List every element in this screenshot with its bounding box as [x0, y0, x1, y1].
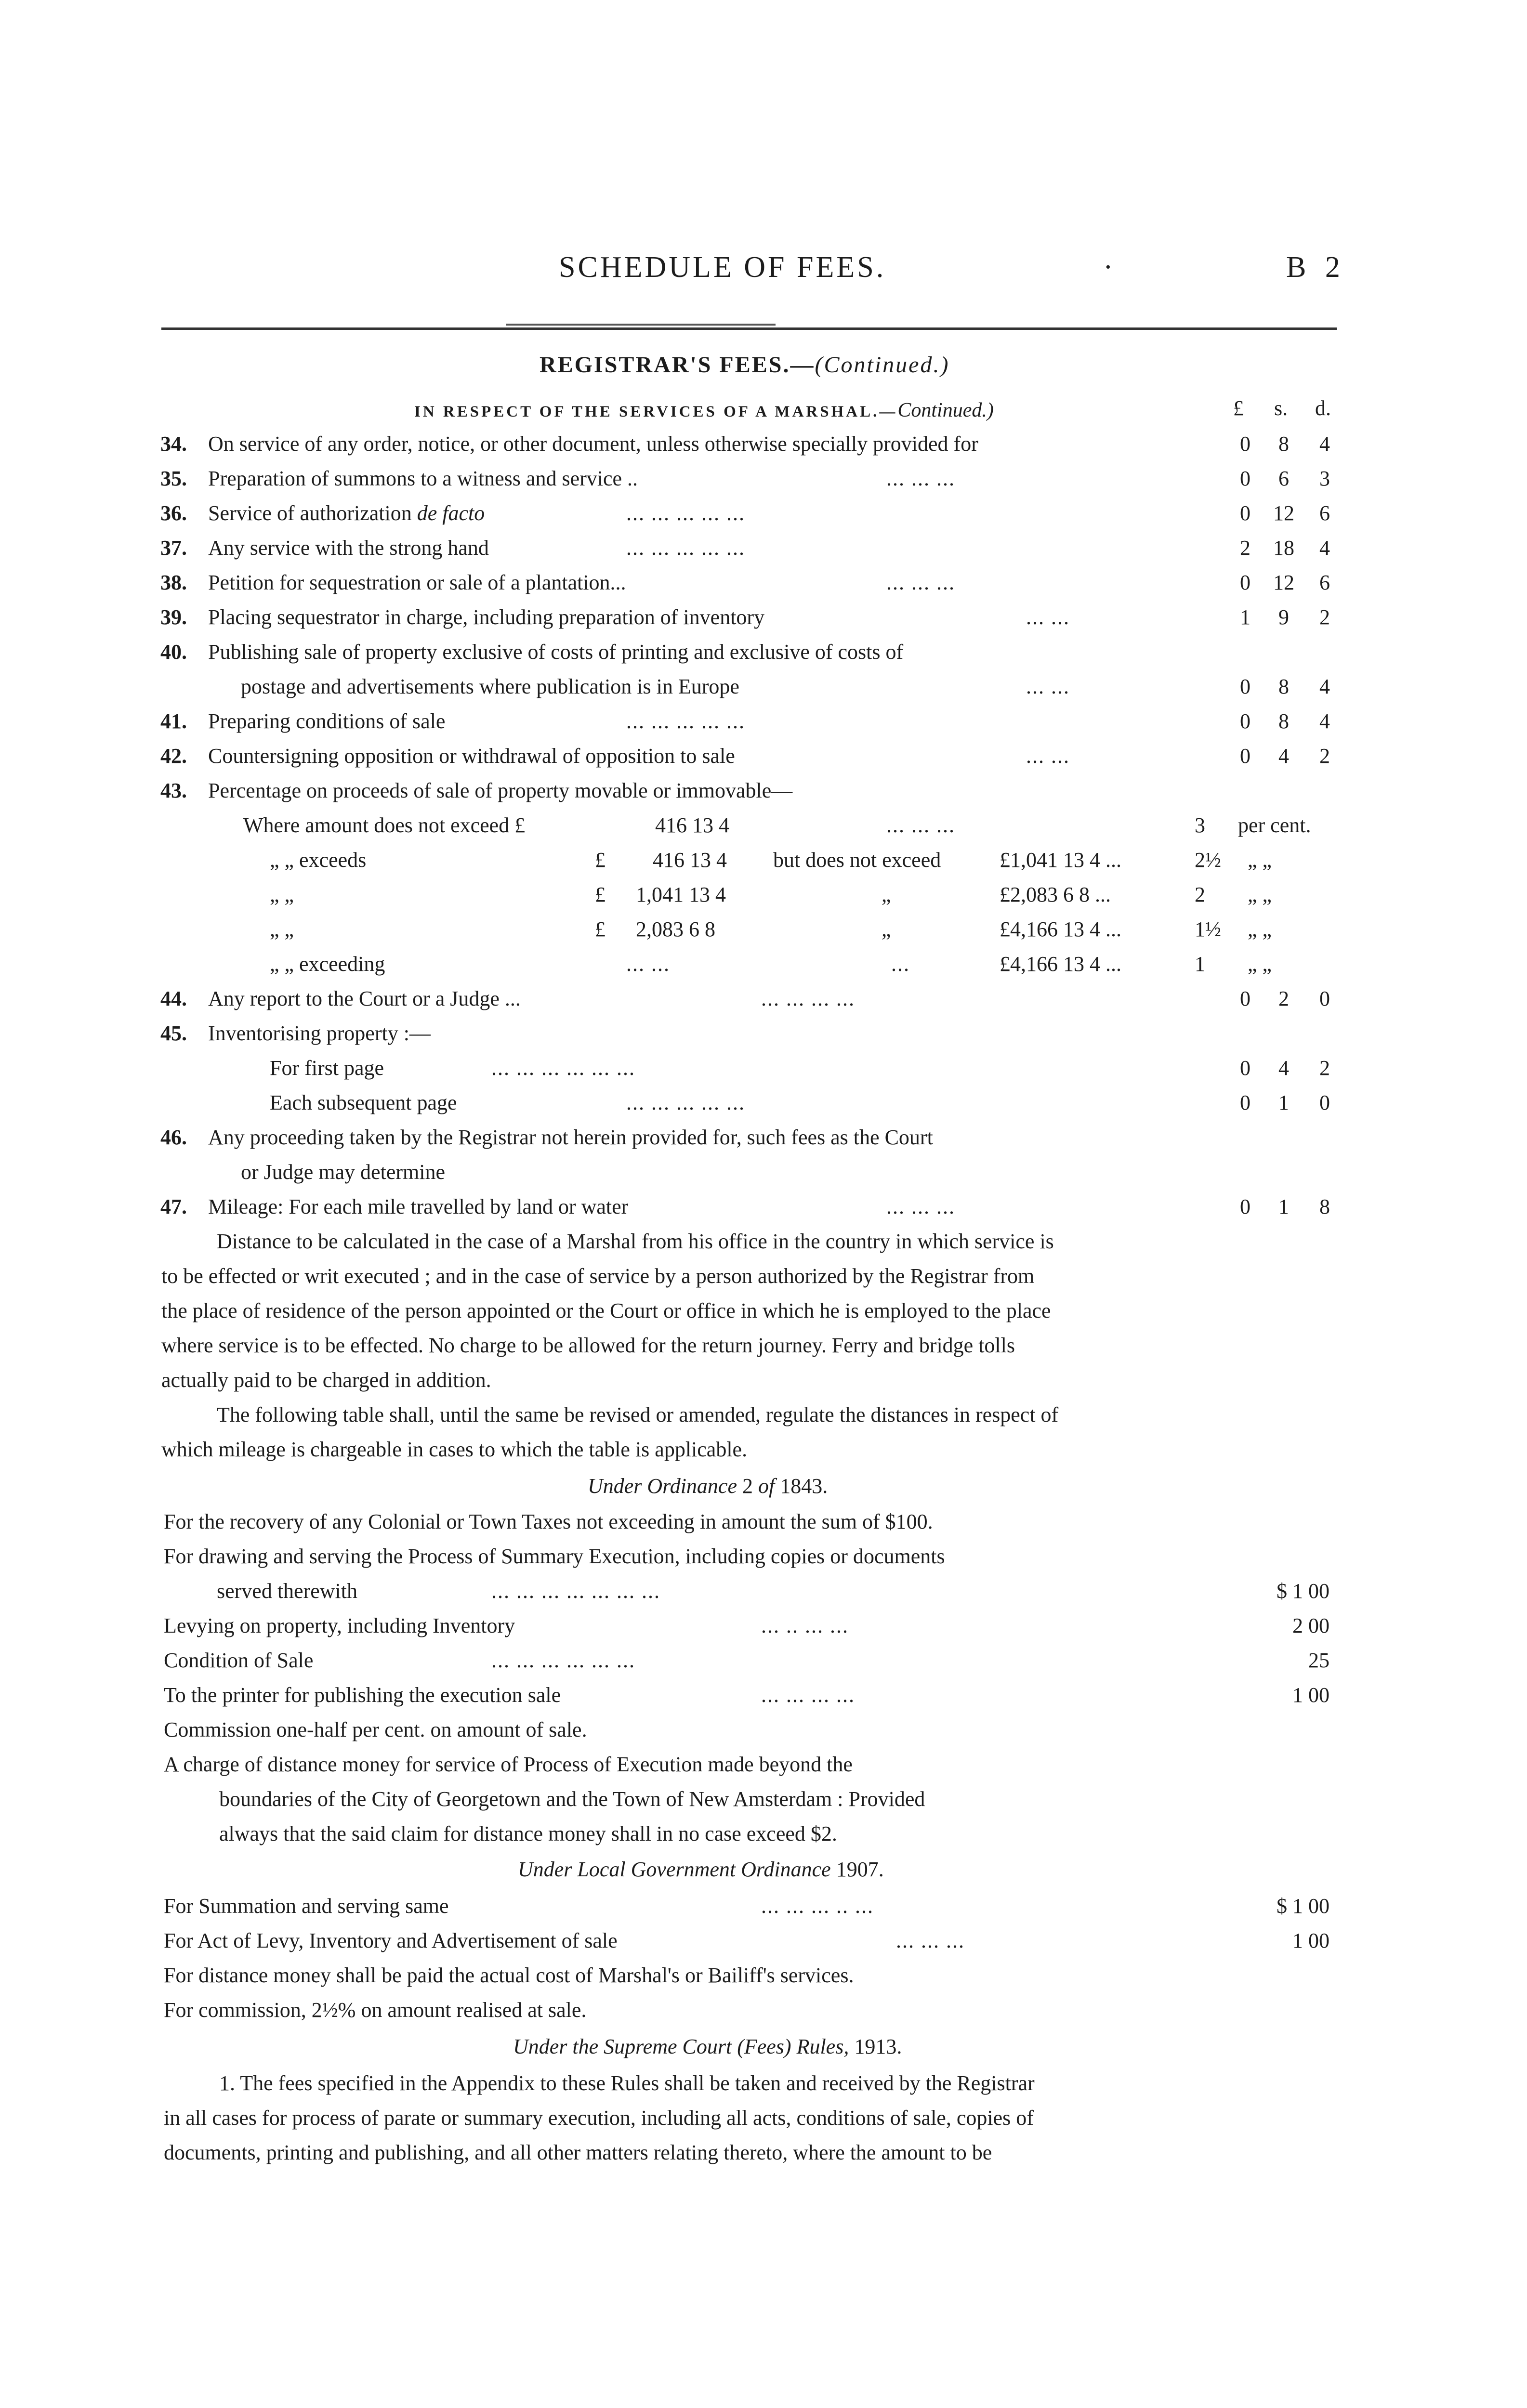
leader-dots: ... ...	[1026, 744, 1070, 768]
amount-pence: 2	[1319, 1056, 1330, 1080]
item-text-italic: de facto	[417, 501, 485, 525]
amount-pence: 3	[1319, 467, 1330, 490]
section-title-main: REGISTRAR'S FEES.—	[540, 352, 815, 378]
subsection-title-continued: Continued.)	[897, 399, 994, 421]
percentage-rate: 2½	[1195, 848, 1221, 872]
percentage-mid: but does not exceed	[773, 848, 941, 872]
heading-of: of	[758, 1474, 775, 1498]
item-text: Inventorising property :—	[208, 1021, 431, 1045]
section-title-continued: (Continued.)	[815, 352, 950, 378]
amount-shillings: 2	[1278, 987, 1289, 1010]
item-text-continued: or Judge may determine	[241, 1160, 445, 1184]
heading-italic: Under Local Government Ordinance	[518, 1858, 831, 1881]
item-text: Mileage: For each mile travelled by land or water	[208, 1195, 629, 1218]
item-text: On service of any order, notice, or other document, unless otherwise specially provided for	[208, 432, 978, 456]
amount-shillings: 8	[1278, 709, 1289, 733]
amount-pounds: 2	[1240, 536, 1251, 560]
ordinance-line: boundaries of the City of Georgetown and the Town of New Amsterdam : Provided	[219, 1787, 925, 1811]
item-number: 46.	[160, 1125, 187, 1149]
amount-pence: 4	[1319, 432, 1330, 456]
leader-dots: ... ...	[1026, 675, 1070, 698]
heading-italic: Under the Supreme Court (Fees) Rules,	[513, 2035, 849, 2058]
section-title	[540, 352, 949, 378]
amount-shillings: 8	[1278, 432, 1289, 456]
percentage-lead: Where amount does not exceed £	[243, 813, 526, 837]
ordinance-line: For commission, 2½% on amount realised at sale.	[164, 1998, 587, 2022]
percentage-unit: „ „	[1248, 952, 1272, 976]
item-text-main: Service of authorization	[208, 501, 412, 525]
amount-pence: 6	[1319, 501, 1330, 525]
percentage-limit: £4,166 13 4 ...	[1000, 917, 1121, 941]
amount-pence: 4	[1319, 675, 1330, 698]
percentage-lead: „ „ exceeds	[270, 848, 367, 872]
leader-dots: ... ... ... ... ... ...	[491, 1649, 635, 1672]
percentage-mid: „	[882, 917, 891, 941]
leader-dots: ... ...	[1026, 605, 1070, 629]
paragraph-line: the place of residence of the person appointed or the Court or office in which he is employed to the place	[161, 1299, 1051, 1322]
signature-mark: B 2	[1286, 251, 1346, 284]
percentage-unit: „ „	[1248, 917, 1272, 941]
percentage-rate: 3	[1195, 813, 1205, 837]
paragraph-line: actually paid to be charged in addition.	[161, 1368, 491, 1392]
amount-shillings: 4	[1278, 744, 1289, 768]
amount-pounds: 0	[1240, 709, 1251, 733]
item-number: 36.	[160, 501, 187, 525]
item-text: Placing sequestrator in charge, including preparation of inventory	[208, 605, 765, 629]
leader-dots: ... ... ... ... ...	[626, 501, 745, 525]
ordinance-line: Commission one-half per cent. on amount of sale.	[164, 1718, 587, 1741]
item-number: 44.	[160, 987, 187, 1010]
ordinance-line: For the recovery of any Colonial or Town Taxes not exceeding in amount the sum of $100.	[164, 1510, 933, 1533]
ordinance-line: For Act of Levy, Inventory and Advertisement of sale	[164, 1929, 618, 1952]
amount-pence: 8	[1319, 1195, 1330, 1218]
amount-pence: 0	[1319, 1091, 1330, 1114]
rule-line: 1. The fees specified in the Appendix to these Rules shall be taken and received by the Registrar	[219, 2071, 1035, 2095]
column-head-pence: d.	[1315, 396, 1331, 420]
percentage-rate: 1½	[1195, 917, 1221, 941]
amount-shillings: 4	[1278, 1056, 1289, 1080]
subsection-title-main: IN RESPECT OF THE SERVICES OF A MARSHAL.—	[414, 403, 898, 420]
percentage-mid: „	[882, 883, 891, 906]
amount-shillings: 1	[1278, 1091, 1289, 1114]
item-number: 47.	[160, 1195, 187, 1218]
item-number: 35.	[160, 467, 187, 490]
ordinance-line: To the printer for publishing the execution sale	[164, 1683, 561, 1707]
heading-number: 2	[742, 1474, 753, 1498]
ordinance-line: served therewith	[217, 1579, 357, 1603]
amount-pounds: 0	[1240, 501, 1251, 525]
percentage-rate: 1	[1195, 952, 1205, 976]
amount-shillings: 8	[1278, 675, 1289, 698]
percentage-lead: „ „	[270, 883, 294, 906]
heading-year: 1843.	[780, 1474, 828, 1498]
percentage-amount: 416 13 4	[653, 848, 727, 872]
leader-dots: ... ... ... .. ...	[761, 1894, 874, 1918]
ordinance-line: For drawing and serving the Process of Summary Execution, including copies or documents	[164, 1544, 945, 1568]
item-number: 37.	[160, 536, 187, 560]
item-text: Publishing sale of property exclusive of costs of printing and exclusive of costs of	[208, 640, 904, 664]
item-number: 34.	[160, 432, 187, 456]
amount-pounds: 0	[1240, 987, 1251, 1010]
paragraph-line: where service is to be effected. No charge to be allowed for the return journey. Ferry and bridge tolls	[161, 1334, 1015, 1357]
percentage-amount: 416 13 4	[655, 813, 729, 837]
ordinance-line: Condition of Sale	[164, 1649, 314, 1672]
percentage-rate: 2	[1195, 883, 1205, 906]
item-text	[208, 501, 485, 525]
heading-year: 1913.	[854, 2035, 902, 2058]
dollar-amount: 1 00	[1292, 1929, 1330, 1952]
heading-italic: Under Ordinance	[588, 1474, 737, 1498]
item-number: 41.	[160, 709, 187, 733]
item-text: Preparing conditions of sale	[208, 709, 446, 733]
item-subtext: Each subsequent page	[270, 1091, 457, 1114]
amount-shillings: 12	[1273, 571, 1294, 594]
dollar-amount: $ 1 00	[1277, 1579, 1330, 1603]
heading-year: 1907.	[836, 1858, 884, 1881]
dollar-amount: 1 00	[1292, 1683, 1330, 1707]
item-number: 39.	[160, 605, 187, 629]
header-rule-overlay	[506, 324, 776, 326]
percentage-pound: £	[595, 917, 606, 941]
leader-dots: ... ... ...	[886, 467, 955, 490]
amount-shillings: 9	[1278, 605, 1289, 629]
amount-pence: 0	[1319, 987, 1330, 1010]
leader-dots: ... ... ...	[896, 1929, 965, 1952]
leader-dots: ... .. ... ...	[761, 1614, 849, 1637]
rules-heading	[513, 2034, 902, 2059]
column-head-pounds: £	[1233, 396, 1244, 420]
percentage-amount: 1,041 13 4	[636, 883, 726, 906]
item-number: 45.	[160, 1021, 187, 1045]
leader-dots: ... ... ...	[886, 1195, 955, 1218]
percentage-unit: „ „	[1248, 848, 1272, 872]
header-mark: ·	[1103, 251, 1113, 284]
amount-pounds: 0	[1240, 571, 1251, 594]
running-title: SCHEDULE OF FEES.	[559, 251, 886, 284]
header-rule	[161, 327, 1337, 330]
amount-pence: 2	[1319, 744, 1330, 768]
leader-dots: ... ... ... ... ...	[626, 1091, 745, 1114]
ordinance-line: For distance money shall be paid the actual cost of Marshal's or Bailiff's services.	[164, 1963, 854, 1987]
subsection-title	[414, 399, 994, 422]
leader-dots: ... ...	[626, 952, 670, 976]
percentage-amount: 2,083 6 8	[636, 917, 715, 941]
ordinance-line: always that the said claim for distance money shall in no case exceed $2.	[219, 1822, 837, 1845]
rule-line: in all cases for process of parate or summary execution, including all acts, conditions of sale, copies of	[164, 2106, 1034, 2130]
amount-shillings: 6	[1278, 467, 1289, 490]
dollar-amount: $ 1 00	[1277, 1894, 1330, 1918]
item-number: 42.	[160, 744, 187, 768]
dollar-amount: 2 00	[1292, 1614, 1330, 1637]
amount-pence: 4	[1319, 536, 1330, 560]
percentage-pound: £	[595, 848, 606, 872]
item-text: Preparation of summons to a witness and service ..	[208, 467, 638, 490]
item-text-continued: postage and advertisements where publication is in Europe	[241, 675, 739, 698]
leader-dots: ... ... ...	[886, 571, 955, 594]
amount-shillings: 1	[1278, 1195, 1289, 1218]
leader-dots: ... ... ... ...	[761, 1683, 855, 1707]
item-text: Any service with the strong hand	[208, 536, 489, 560]
leader-dots: ... ... ...	[886, 813, 955, 837]
item-text: Percentage on proceeds of sale of property movable or immovable—	[208, 779, 793, 802]
percentage-lead: „ „	[270, 917, 294, 941]
leader-dots: ... ... ... ... ... ...	[491, 1056, 635, 1080]
paragraph-line: Distance to be calculated in the case of a Marshal from his office in the country in which service is	[217, 1230, 1054, 1253]
amount-shillings: 18	[1273, 536, 1294, 560]
percentage-limit: £4,166 13 4 ...	[1000, 952, 1121, 976]
paragraph-line: The following table shall, until the same be revised or amended, regulate the distances in respect of	[217, 1403, 1059, 1426]
percentage-pound: £	[595, 883, 606, 906]
leader-dots: ...	[891, 952, 910, 976]
amount-shillings: 12	[1273, 501, 1294, 525]
amount-pounds: 0	[1240, 1195, 1251, 1218]
column-head-shillings: s.	[1274, 396, 1288, 420]
ordinance-line: Levying on property, including Inventory	[164, 1614, 515, 1637]
leader-dots: ... ... ... ...	[761, 987, 855, 1010]
dollar-amount: 25	[1308, 1649, 1330, 1672]
item-text: Any report to the Court or a Judge ...	[208, 987, 521, 1010]
ordinance-line: For Summation and serving same	[164, 1894, 449, 1918]
percentage-unit: per cent.	[1238, 813, 1311, 837]
amount-pounds: 0	[1240, 744, 1251, 768]
ordinance-heading	[588, 1474, 828, 1498]
item-number: 40.	[160, 640, 187, 664]
rule-line: documents, printing and publishing, and all other matters relating thereto, where the amount to be	[164, 2141, 992, 2164]
amount-pounds: 1	[1240, 605, 1251, 629]
percentage-limit: £2,083 6 8 ...	[1000, 883, 1111, 906]
percentage-limit: £1,041 13 4 ...	[1000, 848, 1121, 872]
item-number: 43.	[160, 779, 187, 802]
amount-pounds: 0	[1240, 1091, 1251, 1114]
paragraph-line: to be effected or writ executed ; and in the case of service by a person authorized by the Registrar from	[161, 1264, 1035, 1288]
item-subtext: For first page	[270, 1056, 384, 1080]
amount-pence: 6	[1319, 571, 1330, 594]
amount-pounds: 0	[1240, 432, 1251, 456]
paragraph-line: which mileage is chargeable in cases to which the table is applicable.	[161, 1438, 748, 1461]
amount-pounds: 0	[1240, 675, 1251, 698]
item-text: Countersigning opposition or withdrawal of opposition to sale	[208, 744, 735, 768]
percentage-unit: „ „	[1248, 883, 1272, 906]
item-number: 38.	[160, 571, 187, 594]
leader-dots: ... ... ... ... ...	[626, 709, 745, 733]
item-text: Any proceeding taken by the Registrar not herein provided for, such fees as the Court	[208, 1125, 933, 1149]
item-text: Petition for sequestration or sale of a plantation...	[208, 571, 626, 594]
leader-dots: ... ... ... ... ...	[626, 536, 745, 560]
amount-pence: 4	[1319, 709, 1330, 733]
ordinance-heading	[518, 1857, 884, 1882]
amount-pounds: 0	[1240, 467, 1251, 490]
leader-dots: ... ... ... ... ... ... ...	[491, 1579, 660, 1603]
amount-pence: 2	[1319, 605, 1330, 629]
percentage-lead: „ „ exceeding	[270, 952, 385, 976]
amount-pounds: 0	[1240, 1056, 1251, 1080]
ordinance-line: A charge of distance money for service of Process of Execution made beyond the	[164, 1753, 853, 1776]
